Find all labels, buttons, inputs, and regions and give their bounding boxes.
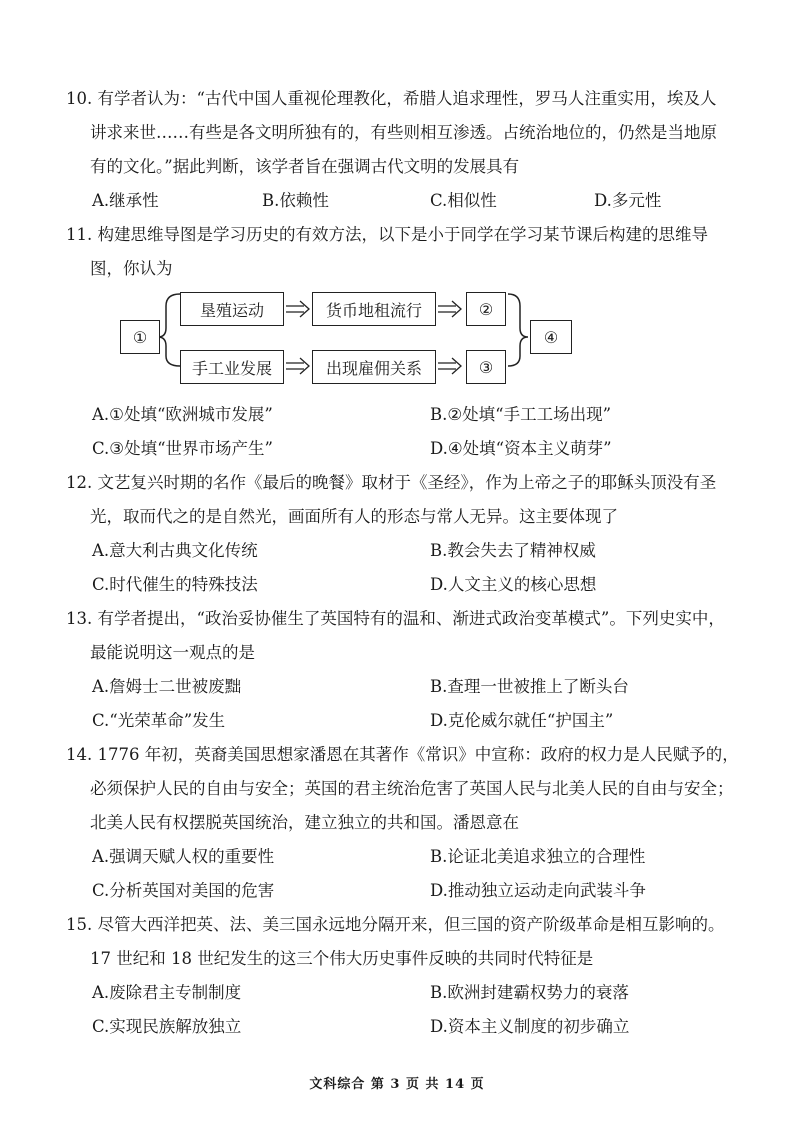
q12-stem-line-1: 12. 文艺复兴时期的名作《最后的晚餐》取材于《圣经》，作为上帝之子的耶稣头顶没有圣: [66, 473, 717, 492]
q15-option-d: D.资本主义制度的初步确立: [430, 1017, 630, 1036]
q14-option-d: D.推动独立运动走向武装斗争: [430, 881, 646, 900]
q15-stem-line-1: 15. 尽管大西洋把英、法、美三国永远地分隔开来，但三国的资产阶级革命是相互影响的。: [66, 915, 725, 934]
q13-option-d: D.克伦威尔就任“护国主”: [430, 711, 614, 730]
q11-option-b: B.②处填“手工工场出现”: [430, 405, 612, 424]
left-brace: [158, 294, 180, 366]
q14-option-c: C.分析英国对美国的危害: [92, 881, 275, 900]
q10-stem-line-3: 有的文化。”据此判断，该学者旨在强调古代文明的发展具有: [90, 157, 520, 176]
q13-stem-line-2: 最能说明这一观点的是: [90, 643, 255, 662]
q15-option-a: A.废除君主专制制度: [92, 983, 242, 1002]
q11-option-a: A.①处填“欧洲城市发展”: [92, 405, 273, 424]
q12-option-c: C.时代催生的特殊技法: [92, 575, 258, 594]
q10-option-a: A.继承性: [92, 191, 159, 210]
q11-stem-line-2: 图，你认为: [90, 259, 173, 278]
mind-map-node-1: ①: [120, 320, 160, 354]
q15-option-c: C.实现民族解放独立: [92, 1017, 242, 1036]
q10-option-d: D.多元性: [594, 191, 662, 210]
right-brace: [508, 294, 528, 366]
q13-stem-line-1: 13. 有学者提出，“政治妥协催生了英国特有的温和、渐进式政治变革模式”。下列史实中，: [66, 609, 725, 628]
mind-map-node-4: ④: [530, 320, 572, 354]
q15-option-b: B.欧洲封建霸权势力的衰落: [430, 983, 629, 1002]
arrow-top-2: [438, 301, 461, 317]
q11-option-c: C.③处填“世界市场产生”: [92, 439, 273, 458]
q14-option-b: B.论证北美追求独立的合理性: [430, 847, 646, 866]
arrow-bottom-1: [286, 358, 309, 374]
mind-map-node-handicraft: 手工业发展: [180, 350, 284, 384]
q14-option-a: A.强调天赋人权的重要性: [92, 847, 275, 866]
mind-map-node-reclamation: 垦殖运动: [180, 292, 284, 326]
arrow-bottom-2: [438, 358, 461, 374]
q12-stem-line-2: 光，取而代之的是自然光，画面所有人的形态与常人无异。这主要体现了: [90, 507, 618, 526]
q11-stem-line-1: 11. 构建思维导图是学习历史的有效方法，以下是小于同学在学习某节课后构建的思维导: [66, 225, 708, 244]
arrow-top-1: [286, 301, 309, 317]
mind-map-node-employment: 出现雇佣关系: [312, 350, 436, 384]
page-footer: 文科综合 第 3 页 共 14 页: [309, 1077, 485, 1092]
q10-option-c: C.相似性: [430, 191, 497, 210]
q13-option-b: B.查理一世被推上了断头台: [430, 677, 629, 696]
q12-option-b: B.教会失去了精神权威: [430, 541, 596, 560]
q15-stem-line-2: 17 世纪和 18 世纪发生的这三个伟大历史事件反映的共同时代特征是: [90, 949, 594, 968]
q13-option-a: A.詹姆士二世被废黜: [92, 677, 242, 696]
q14-stem-line-2: 必须保护人民的自由与安全；英国的君主统治危害了英国人民与北美人民的自由与安全；: [90, 779, 734, 798]
q13-option-c: C.“光荣革命”发生: [92, 711, 226, 730]
q14-stem-line-3: 北美人民有权摆脱英国统治，建立独立的共和国。潘恩意在: [90, 813, 519, 832]
mind-map-node-money-rent: 货币地租流行: [312, 292, 436, 326]
q10-option-b: B.依赖性: [262, 191, 329, 210]
q10-stem-line-1: 10. 有学者认为：“古代中国人重视伦理教化，希腊人追求理性，罗马人注重实用，埃及人: [66, 89, 717, 108]
mind-map-node-2: ②: [466, 292, 506, 326]
q12-option-a: A.意大利古典文化传统: [92, 541, 258, 560]
q12-option-d: D.人文主义的核心思想: [430, 575, 597, 594]
q14-stem-line-1: 14. 1776 年初，英裔美国思想家潘恩在其著作《常识》中宣称：政府的权力是人民赋予的，: [66, 745, 739, 764]
q11-option-d: D.④处填“资本主义萌芽”: [430, 439, 612, 458]
q10-stem-line-2: 讲求来世……有些是各文明所独有的，有些则相互渗透。占统治地位的，仍然是当地原: [90, 123, 717, 142]
mind-map-node-3: ③: [466, 350, 506, 384]
